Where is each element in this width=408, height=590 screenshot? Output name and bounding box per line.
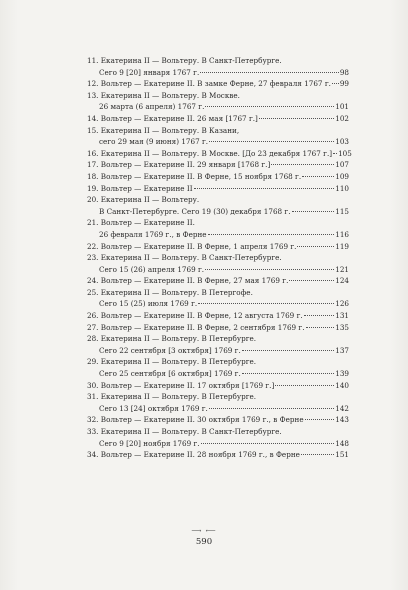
toc-page-number: 126 bbox=[335, 299, 349, 309]
toc-entry-title-line bbox=[87, 449, 349, 461]
dot-leader bbox=[275, 385, 334, 386]
toc-entry bbox=[87, 55, 349, 78]
toc-page-number: 101 bbox=[335, 102, 349, 112]
toc-entry-title-line bbox=[87, 322, 349, 334]
toc-page-number: 119 bbox=[335, 241, 349, 251]
toc-entry-text: 27. Вольтер — Екатерине II. В Ферне, 2 сентября 1769 г. bbox=[87, 322, 305, 332]
toc-entry-text: 28. Екатерина II — Вольтеру. В Петербурге. bbox=[87, 334, 257, 344]
toc-entry-text: Сего 25 сентября [6 октября] 1769 г. bbox=[99, 369, 241, 379]
toc-entry bbox=[87, 391, 349, 414]
toc-page-number: 151 bbox=[335, 450, 349, 460]
toc-entry-continuation-line bbox=[87, 345, 349, 357]
toc-entry-title-line bbox=[87, 391, 349, 403]
toc-entry-text: 26 марта (6 апреля) 1767 г. bbox=[99, 102, 205, 112]
toc-entry-text: 24. Вольтер — Екатерине II. В Ферне, 27 мая 1769 г. bbox=[87, 276, 289, 286]
toc-entry-continuation-line bbox=[87, 206, 349, 218]
toc-entry-text: 19. Вольтер — Екатерине II bbox=[87, 183, 193, 193]
toc-entry bbox=[87, 125, 349, 148]
toc-entry-title-line bbox=[87, 275, 349, 287]
toc-entry-text: Сего 22 сентября [3 октября] 1769 г. bbox=[99, 345, 241, 355]
toc-page-number: 140 bbox=[335, 380, 349, 390]
toc-entry-text: Сего 13 [24] октября 1769 г. bbox=[99, 403, 208, 413]
toc-entry bbox=[87, 217, 349, 240]
toc-entry bbox=[87, 241, 349, 253]
toc-entry-continuation-line bbox=[87, 264, 349, 276]
toc-entry-text: Сего 15 (25) июля 1769 г. bbox=[99, 299, 198, 309]
toc-entry-title-line bbox=[87, 171, 349, 183]
toc-page-number: 110 bbox=[335, 183, 349, 193]
toc-entry-title-line bbox=[87, 356, 349, 368]
toc-page-number: 137 bbox=[335, 345, 349, 355]
toc-entry-text: 25. Екатерина II — Вольтеру. В Петергофе. bbox=[87, 287, 253, 297]
dot-leader bbox=[200, 72, 339, 73]
dot-leader bbox=[292, 211, 335, 212]
page-number: 590 bbox=[195, 537, 213, 547]
toc-entry-title-line bbox=[87, 310, 349, 322]
toc-page-number: 98 bbox=[339, 67, 349, 77]
toc-entry-title-line bbox=[87, 55, 349, 67]
dot-leader bbox=[305, 419, 335, 420]
dot-leader bbox=[198, 303, 334, 304]
toc-entry-text: 12. Вольтер — Екатерине II. В замке Ферне, 27 февраля 1767 г. bbox=[87, 79, 331, 89]
toc-entry-text: 20. Екатерина II — Вольтеру. bbox=[87, 195, 200, 205]
toc-entry-continuation-line bbox=[87, 438, 349, 450]
toc-page-number: 102 bbox=[335, 113, 349, 123]
toc-entry-text: 11. Екатерина II — Вольтеру. В Санкт-Петербурге. bbox=[87, 56, 282, 65]
toc-entry bbox=[87, 171, 349, 183]
toc-entry-title-line bbox=[87, 113, 349, 125]
toc-entry-continuation-line bbox=[87, 229, 349, 241]
toc-entry-text: 26 февраля 1769 г., в Ферне bbox=[99, 229, 207, 239]
toc-page-number: 109 bbox=[335, 171, 349, 181]
toc-entry bbox=[87, 356, 349, 379]
toc-entry-title-line bbox=[87, 287, 349, 299]
toc-entry-text: 32. Вольтер — Екатерине II. 30 октября 1769 г., в Ферне bbox=[87, 415, 304, 425]
dot-leader bbox=[301, 454, 334, 455]
toc-page-number: 124 bbox=[335, 276, 349, 286]
dot-leader bbox=[209, 408, 334, 409]
dot-leader bbox=[332, 83, 339, 84]
toc-entry-text: Сего 15 (26) апреля 1769 г. bbox=[99, 264, 205, 274]
dot-leader bbox=[209, 141, 334, 142]
toc-entry-text: Сего 9 [20] января 1767 г. bbox=[99, 67, 200, 77]
toc-entry-title-line bbox=[87, 426, 349, 438]
toc-page-number: 99 bbox=[339, 79, 349, 89]
dot-leader bbox=[205, 106, 334, 107]
toc-entry-text: 26. Вольтер — Екатерине II. В Ферне, 12 августа 1769 г. bbox=[87, 311, 303, 321]
toc-entry bbox=[87, 449, 349, 461]
toc-entry bbox=[87, 414, 349, 426]
dot-leader bbox=[304, 315, 335, 316]
dot-leader bbox=[302, 176, 334, 177]
toc-entry bbox=[87, 113, 349, 125]
toc-entry-continuation-line bbox=[87, 403, 349, 415]
toc-entry-text: 13. Екатерина II — Вольтеру. В Москве. bbox=[87, 90, 240, 100]
dot-leader bbox=[242, 350, 335, 351]
toc-entry-text: 17. Вольтер — Екатерине II. 29 января [1768 г.] bbox=[87, 160, 271, 170]
dot-leader bbox=[205, 269, 334, 270]
toc-entry-text: 14. Вольтер — Екатерине II. 26 мая [1767 г.] bbox=[87, 113, 258, 123]
toc-page-number: 107 bbox=[335, 160, 349, 170]
dot-leader bbox=[194, 188, 335, 189]
toc-page-number: 105 bbox=[338, 148, 352, 158]
toc-entry bbox=[87, 426, 349, 449]
toc-page-number: 143 bbox=[335, 415, 349, 425]
toc-entry-text: сего 29 мая (9 июня) 1767 г. bbox=[99, 137, 209, 147]
toc-page-number: 142 bbox=[335, 403, 349, 413]
toc-entry bbox=[87, 159, 349, 171]
toc-page-number: 121 bbox=[335, 264, 349, 274]
toc-entry-title-line bbox=[87, 414, 349, 426]
toc-entry-text: 21. Вольтер — Екатерине II. bbox=[87, 218, 195, 228]
toc-entry bbox=[87, 287, 349, 310]
toc-entry-title-line bbox=[87, 78, 349, 90]
toc-entry bbox=[87, 252, 349, 275]
toc-entry-title-line bbox=[87, 159, 349, 171]
toc-entry bbox=[87, 183, 349, 195]
toc-entry-title-line bbox=[87, 194, 349, 206]
toc-entry-text: 34. Вольтер — Екатерине II. 28 ноября 1769 г., в Ферне bbox=[87, 450, 300, 460]
toc-entry bbox=[87, 90, 349, 113]
toc-entry-text: 22. Вольтер — Екатерине II. В Ферне, 1 апреля 1769 г. bbox=[87, 241, 297, 251]
toc-entry-text: 29. Екатерина II — Вольтеру. В Петербурге. bbox=[87, 357, 257, 367]
toc-entry-continuation-line bbox=[87, 368, 349, 380]
toc-page-number: 135 bbox=[335, 322, 349, 332]
toc-entry-title-line bbox=[87, 148, 352, 160]
dot-leader bbox=[306, 327, 335, 328]
toc-entry bbox=[87, 194, 349, 217]
toc-entry-title-line bbox=[87, 125, 349, 137]
toc-entry bbox=[87, 380, 349, 392]
toc-entry-continuation-line bbox=[87, 298, 349, 310]
toc-entry-continuation-line bbox=[87, 136, 349, 148]
toc-page-number: 139 bbox=[335, 369, 349, 379]
toc-entry bbox=[87, 322, 349, 334]
toc-entry bbox=[87, 333, 349, 356]
toc-entry-title-line bbox=[87, 380, 349, 392]
toc-entry-title-line bbox=[87, 183, 349, 195]
toc-entry-text: В Санкт-Петербурге. Сего 19 (30) декабря 1768 г. bbox=[99, 206, 291, 216]
toc-page-number: 115 bbox=[335, 206, 349, 216]
toc-entry-title-line bbox=[87, 90, 349, 102]
dot-leader bbox=[271, 164, 334, 165]
toc-page-number: 148 bbox=[335, 438, 349, 448]
toc-entry-title-line bbox=[87, 217, 349, 229]
toc-entry-text: 18. Вольтер — Екатерине II. В Ферне, 15 ноября 1768 г. bbox=[87, 171, 302, 181]
toc-entry-title-line bbox=[87, 241, 349, 253]
toc-entry-text: 15. Екатерина II — Вольтеру. В Казани, bbox=[87, 125, 240, 135]
toc-entry-text: 23. Екатерина II — Вольтеру. В Санкт-Петербурге. bbox=[87, 253, 282, 263]
toc-entry bbox=[87, 148, 352, 160]
toc-entry-title-line bbox=[87, 252, 349, 264]
toc-entry-continuation-line bbox=[87, 101, 349, 113]
toc-page-number: 116 bbox=[335, 229, 349, 239]
toc-page-number: 131 bbox=[335, 311, 349, 321]
toc-entry-text: 33. Екатерина II — Вольтеру. В Санкт-Петербурге. bbox=[87, 427, 282, 436]
toc-entry-title-line bbox=[87, 333, 349, 345]
dot-leader bbox=[259, 118, 334, 119]
toc-entry-continuation-line bbox=[87, 67, 349, 79]
dot-leader bbox=[208, 234, 335, 235]
toc-entry bbox=[87, 275, 349, 287]
toc-entry bbox=[87, 310, 349, 322]
toc-entry bbox=[87, 78, 349, 90]
folio-ornament: ⟶ ⟵ bbox=[191, 527, 217, 535]
toc-entry-text: 31. Екатерина II — Вольтеру. В Петербурге. bbox=[87, 392, 257, 402]
dot-leader bbox=[201, 443, 335, 444]
dot-leader bbox=[297, 246, 334, 247]
dot-leader bbox=[333, 153, 337, 154]
toc-page-number: 103 bbox=[335, 137, 349, 147]
toc-entry-text: 16. Екатерина II — Вольтеру. В Москве. [До 23 декабря 1767 г.] bbox=[87, 148, 333, 158]
dot-leader bbox=[289, 280, 334, 281]
toc-entry-text: 30. Вольтер — Екатерине II. 17 октября [1769 г.] bbox=[87, 380, 275, 390]
table-of-contents bbox=[87, 55, 352, 461]
dot-leader bbox=[242, 373, 335, 374]
toc-entry-text: Сего 9 [20] ноября 1769 г. bbox=[99, 438, 200, 448]
